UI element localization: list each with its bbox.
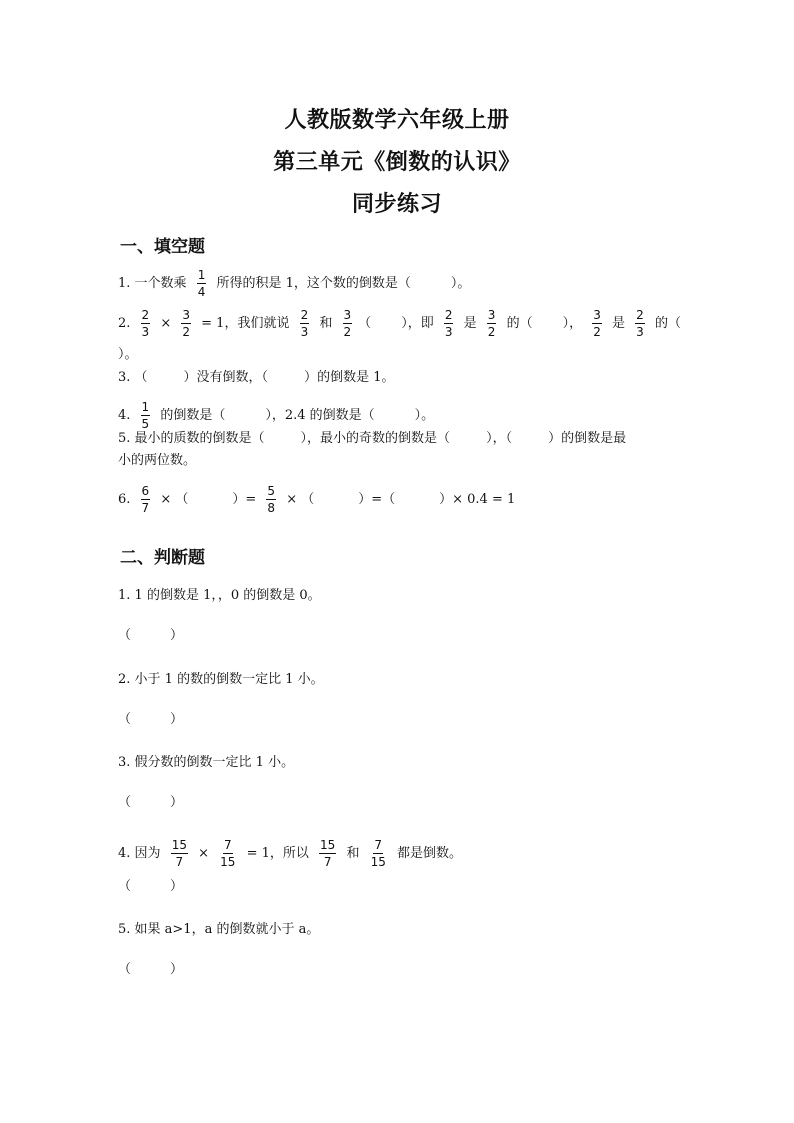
fraction: $\frac{5}{8}$	[267, 484, 276, 515]
judge-question-2: 2. 小于 1 的数的倒数一定比 1 小。	[118, 672, 324, 687]
fraction: $\frac{3}{2}$	[343, 308, 352, 339]
fill-question-3: 3. （ ）没有倒数，（ ）的倒数是 1。	[118, 370, 395, 385]
page-title: 人教版数学六年级上册	[284, 107, 510, 133]
section-fill-blank-title: 一、填空题	[120, 237, 205, 257]
fraction: $\frac{2}{3}$	[300, 308, 309, 339]
judge-question-1: 1. 1 的倒数是 1，，0 的倒数是 0。	[118, 588, 321, 603]
fill-question-1: 1. 一个数乘 $\frac{1}{4}$ 所得的积是 1，这个数的倒数是（ ）。	[118, 268, 471, 299]
fraction: $\frac{7}{15}$	[220, 838, 236, 869]
fraction: $\frac{1}{4}$	[197, 268, 206, 299]
unit-title: 第三单元《倒数的认识》	[273, 149, 521, 175]
fraction: $\frac{2}{3}$	[444, 308, 453, 339]
fill-question-5-continued: 小的两位数。	[118, 453, 197, 468]
subtitle: 同步练习	[351, 191, 442, 217]
fraction: $\frac{15}{7}$	[171, 838, 187, 869]
fraction: $\frac{3}{2}$	[593, 308, 601, 339]
judge-answer-5[interactable]: （ ）	[118, 962, 184, 977]
section-judgment-title: 二、判断题	[120, 548, 205, 568]
fraction: $\frac{6}{7}$	[141, 484, 150, 515]
fraction: $\frac{7}{15}$	[370, 838, 386, 869]
judge-question-5: 5. 如果 a>1，a 的倒数就小于 a。	[118, 922, 320, 937]
fraction: $\frac{15}{7}$	[320, 838, 336, 869]
fraction: $\frac{3}{2}$	[182, 308, 191, 339]
fill-question-4: 4. $\frac{1}{5}$ 的倒数是（ ），2.4 的倒数是（ ）。	[118, 400, 435, 431]
fraction: $\frac{2}{3}$	[636, 308, 644, 339]
fill-question-6: 6. $\frac{6}{7}$ × （ ）= $\frac{5}{8}$ × （ ）=（ ）× 0.4 = 1	[118, 484, 516, 515]
fill-question-5: 5. 最小的质数的倒数是（ ），最小的奇数的倒数是（ ），（ ）的倒数是最	[118, 431, 627, 446]
judge-answer-4[interactable]: （ ）	[118, 879, 184, 894]
judge-answer-3[interactable]: （ ）	[118, 795, 184, 810]
fraction: $\frac{2}{3}$	[141, 308, 150, 339]
fraction: $\frac{1}{5}$	[141, 400, 150, 431]
judge-question-3: 3. 假分数的倒数一定比 1 小。	[118, 755, 295, 770]
fill-question-2: 2. $\frac{2}{3}$ × $\frac{3}{2}$ = 1，我们就说 $\frac{2}{3}$ 和 $\frac{3}{2}$ （ ），即 $\frac{2}{3}$ 是 $\frac{3}{2}$ 的（ ）， $\frac{3}{2}$ 是 $\frac{2}{3}$ 的（	[118, 308, 681, 339]
judge-question-4: 4. 因为 $\frac{15}{7}$ × $\frac{7}{15}$ = 1，所以 $\frac{15}{7}$ 和 $\frac{7}{15}$ 都是倒数。	[118, 838, 463, 869]
judge-answer-1[interactable]: （ ）	[118, 628, 184, 643]
fraction: $\frac{3}{2}$	[487, 308, 496, 339]
judge-answer-2[interactable]: （ ）	[118, 712, 184, 727]
fill-question-2-continued: ）。	[118, 347, 138, 362]
